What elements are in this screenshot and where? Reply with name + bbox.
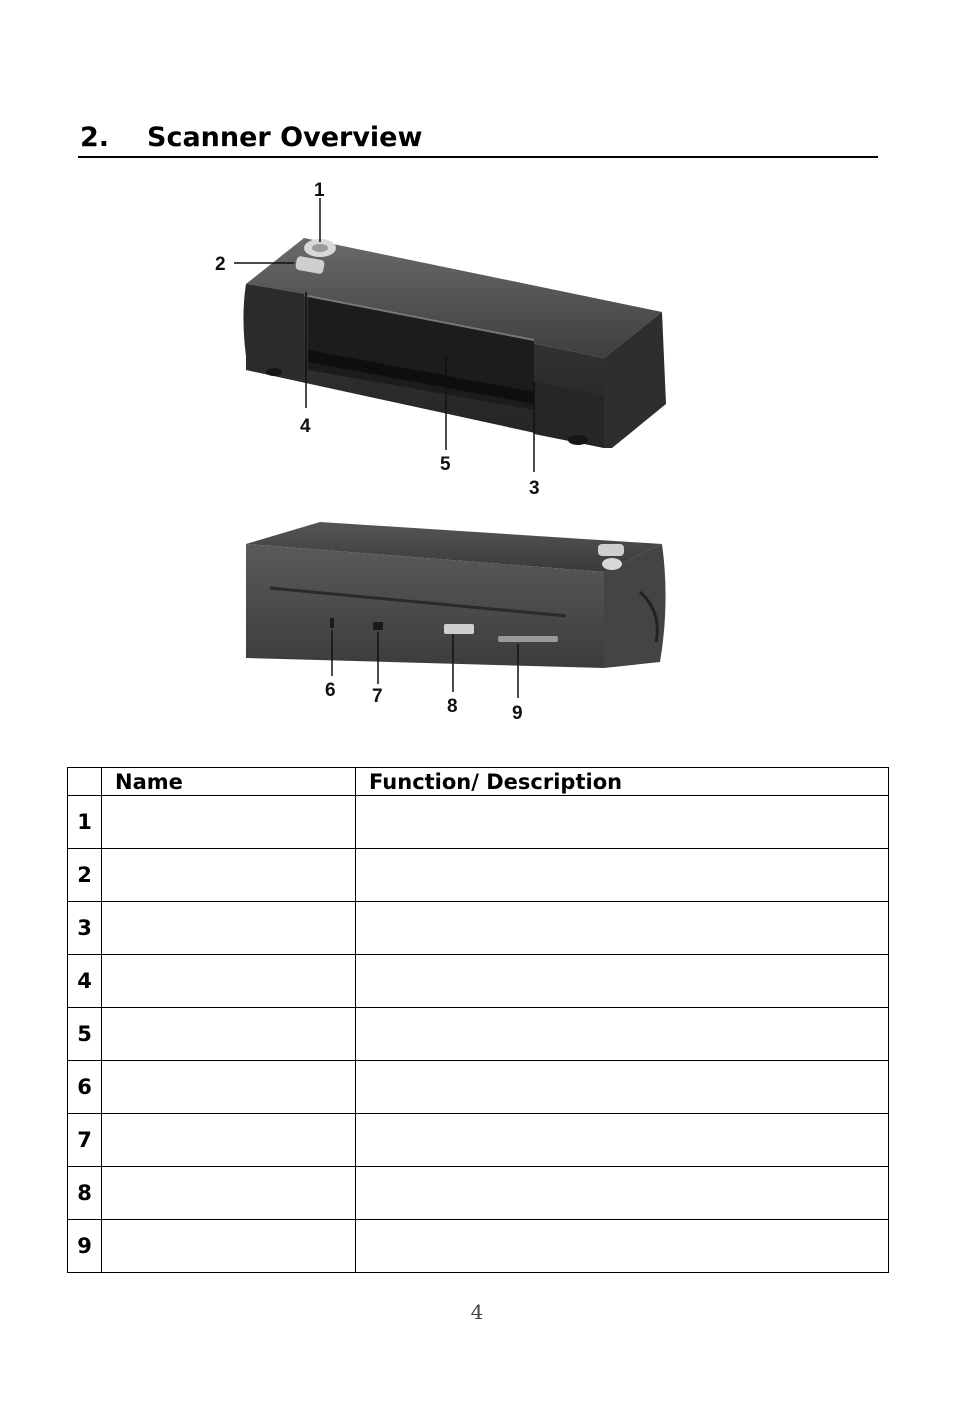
row-description bbox=[356, 1220, 889, 1273]
section-number: 2. bbox=[80, 122, 110, 153]
scanner-front-view bbox=[215, 180, 666, 499]
page-number: 4 bbox=[470, 1300, 484, 1324]
row-index: 1 bbox=[68, 796, 102, 849]
callout-6: 6 bbox=[325, 680, 336, 701]
callout-2: 2 bbox=[215, 254, 226, 275]
row-name bbox=[102, 849, 356, 902]
table-header-row bbox=[68, 768, 889, 796]
row-index: 5 bbox=[68, 1008, 102, 1061]
row-name bbox=[102, 1167, 356, 1220]
section-title: Scanner Overview bbox=[147, 122, 423, 153]
row-description bbox=[356, 1061, 889, 1114]
row-index: 7 bbox=[68, 1114, 102, 1167]
callout-8: 8 bbox=[447, 696, 458, 717]
callout-1: 1 bbox=[314, 180, 325, 201]
parts-table bbox=[67, 767, 889, 1273]
row-description bbox=[356, 955, 889, 1008]
row-index: 3 bbox=[68, 902, 102, 955]
row-description bbox=[356, 1114, 889, 1167]
table-row bbox=[68, 1220, 889, 1273]
row-name bbox=[102, 902, 356, 955]
callout-7: 7 bbox=[372, 686, 383, 707]
row-name bbox=[102, 1008, 356, 1061]
row-name bbox=[102, 955, 356, 1008]
section-heading bbox=[78, 118, 878, 158]
table-row bbox=[68, 1167, 889, 1220]
table-row bbox=[68, 796, 889, 849]
table-row bbox=[68, 902, 889, 955]
table-row bbox=[68, 849, 889, 902]
row-name bbox=[102, 796, 356, 849]
callout-4: 4 bbox=[300, 416, 311, 437]
callout-9: 9 bbox=[512, 703, 523, 724]
header-description: Function/ Description bbox=[356, 768, 889, 796]
row-name bbox=[102, 1061, 356, 1114]
table-row bbox=[68, 1114, 889, 1167]
row-description bbox=[356, 849, 889, 902]
row-description bbox=[356, 1167, 889, 1220]
table-row bbox=[68, 1061, 889, 1114]
table-row bbox=[68, 955, 889, 1008]
row-index: 8 bbox=[68, 1167, 102, 1220]
row-index: 2 bbox=[68, 849, 102, 902]
scanner-figure bbox=[200, 172, 680, 752]
row-description bbox=[356, 1008, 889, 1061]
row-index: 6 bbox=[68, 1061, 102, 1114]
row-index: 9 bbox=[68, 1220, 102, 1273]
scanner-illustration bbox=[200, 172, 680, 752]
row-description bbox=[356, 902, 889, 955]
callout-5: 5 bbox=[440, 454, 451, 475]
header-name: Name bbox=[102, 768, 356, 796]
scanner-back-view bbox=[246, 522, 666, 724]
header-index bbox=[68, 768, 102, 796]
row-name bbox=[102, 1114, 356, 1167]
callout-3: 3 bbox=[529, 478, 540, 499]
row-description bbox=[356, 796, 889, 849]
table-row bbox=[68, 1008, 889, 1061]
row-index: 4 bbox=[68, 955, 102, 1008]
row-name bbox=[102, 1220, 356, 1273]
